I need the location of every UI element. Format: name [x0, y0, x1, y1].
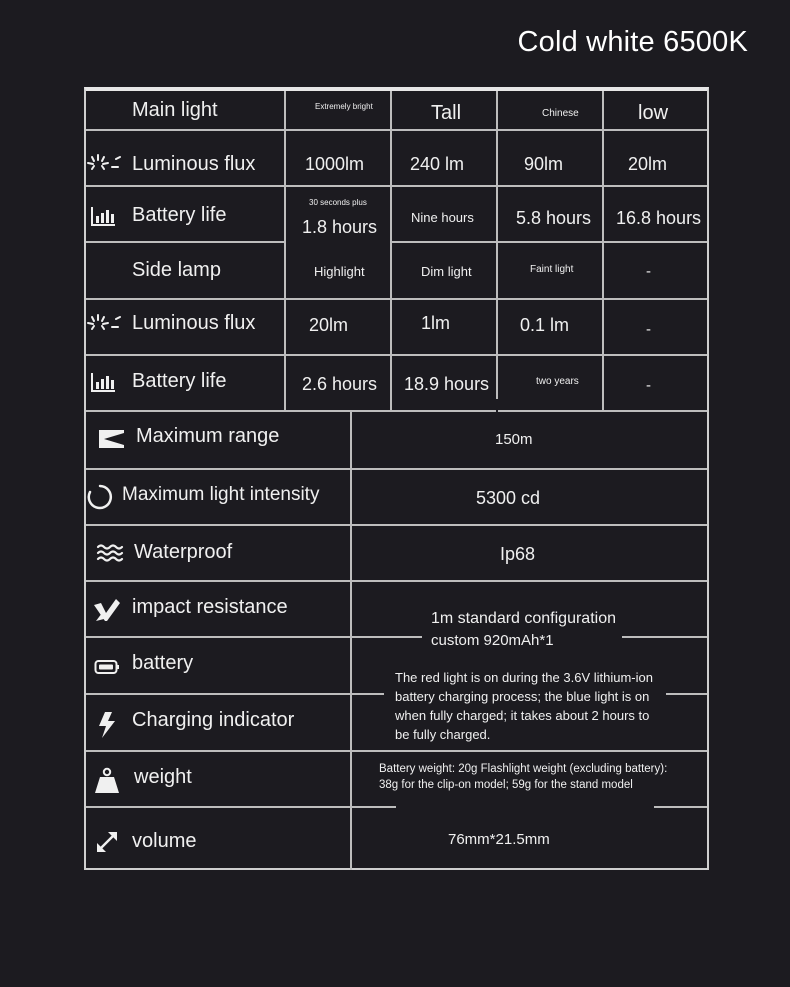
waterproof-value: Ip68: [500, 544, 536, 564]
shield-check-icon: [92, 597, 122, 625]
side-flux-value: -: [646, 321, 651, 338]
weight-value-line2: 38g for the clip-on model; 59g for the stand model: [379, 779, 633, 791]
main-battery-value: 1.8 hours: [302, 217, 378, 237]
battery-note: 30 seconds plus: [309, 198, 367, 207]
volume-value: 76mm*21.5mm: [448, 831, 550, 848]
main-flux-label: Luminous flux: [132, 153, 256, 175]
battery-label: battery: [132, 652, 194, 674]
main-flux-value: 240 lm: [410, 154, 465, 174]
main-mode-low: low: [638, 102, 669, 124]
side-mode-dim: Dim light: [421, 264, 472, 279]
side-flux-value: 1lm: [421, 313, 451, 333]
main-flux-value: 90lm: [524, 154, 564, 174]
main-flux-value: 20lm: [628, 154, 668, 174]
side-flux-value: 20lm: [309, 315, 349, 335]
impact-label: impact resistance: [132, 596, 288, 618]
expand-icon: [94, 829, 120, 855]
max-range-label: Maximum range: [136, 425, 280, 447]
side-flux-value: 0.1 lm: [520, 315, 570, 335]
side-battery-value: -: [646, 377, 651, 394]
spec-table: [84, 87, 709, 870]
page-title: Cold white 6500K: [517, 26, 748, 58]
main-light-label: Main light: [132, 99, 218, 121]
side-lamp-label: Side lamp: [132, 259, 221, 281]
main-flux-value: 1000lm: [305, 154, 365, 174]
sparkle-icon: [86, 151, 122, 175]
bar-chart-icon: [90, 205, 116, 227]
side-battery-value: two years: [536, 376, 579, 387]
charging-value: The red light is on during the 3.6V lithium-ion battery charging process; the blue light is on when fully charged; it takes about 2 hours to be fully charged.: [395, 670, 653, 742]
lightning-icon: [96, 711, 118, 739]
main-battery-label: Battery life: [132, 204, 227, 226]
weight-value-line1: Battery weight: 20g Flashlight weight (excluding battery):: [379, 763, 668, 775]
max-range-value: 150m: [495, 431, 533, 448]
battery-icon: [94, 659, 120, 675]
waves-icon: [96, 543, 124, 563]
main-battery-value: 16.8 hours: [616, 208, 702, 228]
side-mode-highlight: Highlight: [314, 264, 365, 279]
side-battery-value: 18.9 hours: [404, 374, 490, 394]
main-mode-extremely-bright: Extremely bright: [315, 102, 373, 111]
weight-label: weight: [134, 766, 192, 788]
side-mode-none: -: [646, 263, 651, 280]
range-icon: [96, 427, 126, 451]
bar-chart-icon: [90, 371, 116, 393]
charging-label: Charging indicator: [132, 709, 295, 731]
volume-label: volume: [132, 830, 197, 852]
main-battery-value: 5.8 hours: [516, 208, 592, 228]
max-intensity-label: Maximum light intensity: [122, 484, 320, 505]
battery-value-line2: custom 920mAh*1: [431, 632, 554, 649]
side-battery-label: Battery life: [132, 370, 227, 392]
main-mode-tall: Tall: [431, 102, 462, 124]
waterproof-label: Waterproof: [134, 541, 233, 563]
side-mode-faint: Faint light: [530, 264, 574, 275]
side-battery-value: 2.6 hours: [302, 374, 378, 394]
sparkle-icon: [86, 311, 122, 335]
main-battery-value: Nine hours: [411, 210, 474, 225]
weight-icon: [94, 767, 120, 795]
side-flux-label: Luminous flux: [132, 312, 256, 334]
intensity-icon: [86, 483, 114, 511]
max-intensity-value: 5300 cd: [476, 488, 541, 508]
battery-value-line1: 1m standard configuration: [431, 610, 616, 627]
main-mode-chinese: Chinese: [542, 108, 579, 119]
